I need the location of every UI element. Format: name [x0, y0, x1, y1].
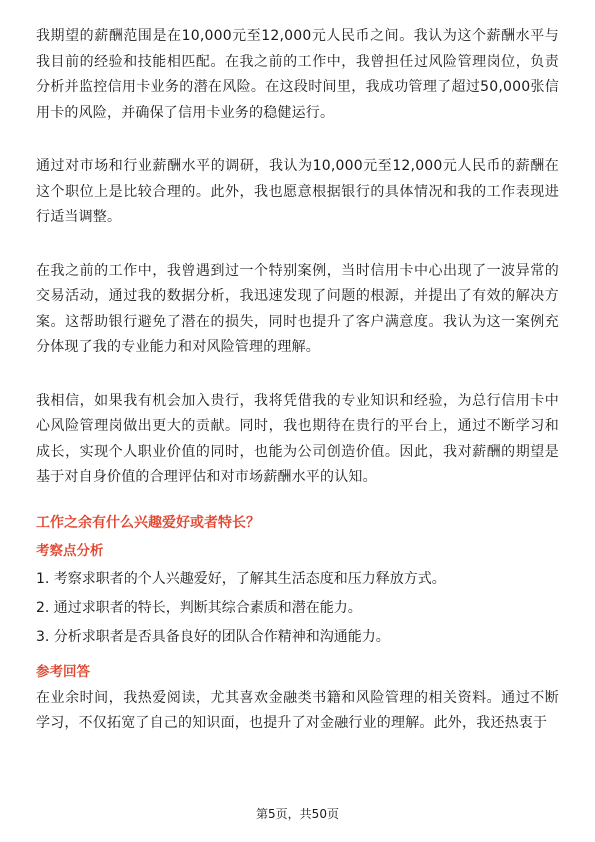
paragraph-special-case: 在我之前的工作中，我曾遇到过一个特别案例，当时信用卡中心出现了一波异常的交易活动，通过我的数据分析，我迅速发现了问题的根源，并提出了有效的解决方案。这帮助银行避免了潜在的损失，同时也提升了客户满意度。我认为这一案例充分体现了我的专业能力和对风险管理的理解。	[36, 262, 559, 355]
analysis-point: 2. 通过求职者的特长，判断其综合素质和潜在能力。	[36, 599, 362, 616]
analysis-point: 3. 分析求职者是否具备良好的团队合作精神和沟通能力。	[36, 628, 390, 645]
paragraph-gap	[36, 361, 559, 389]
analysis-point: 1. 考察求职者的个人兴趣爱好，了解其生活态度和压力释放方式。	[36, 570, 446, 587]
page-footer: 第5页，共50页	[256, 807, 339, 821]
analysis-point-list	[36, 567, 559, 650]
paragraph-gap	[36, 231, 559, 259]
paragraph-gap	[36, 126, 559, 154]
paragraph-market-research: 通过对市场和行业薪酬水平的调研，我认为10,000元至12,000元人民币的薪酬在这个职位上是比较合理的。此外，我也愿意根据银行的具体情况和我的工作表现进行适当调整。	[36, 158, 559, 225]
question-title: 工作之余有什么兴趣爱好或者特长？	[36, 514, 260, 531]
analysis-heading: 考察点分析	[36, 542, 104, 559]
document-page	[36, 24, 559, 737]
answer-text: 在业余时间，我热爱阅读，尤其喜欢金融类书籍和风险管理的相关资料。通过不断学习，不仅拓宽了自己的知识面，也提升了对金融行业的理解。此外，我还热衷于	[36, 689, 559, 731]
answer-heading: 参考回答	[36, 663, 90, 680]
paragraph-salary-expectation: 我期望的薪酬范围是在10,000元至12,000元人民币之间。我认为这个薪酬水平与我目前的经验和技能相匹配。在我之前的工作中，我曾担任过风险管理岗位，负责分析并监控信用卡业务的潜在风险。在这段时间里，我成功管理了超过50,000张信用卡的风险，并确保了信用卡业务的稳健运行。	[36, 28, 559, 121]
paragraph-conclusion: 我相信，如果我有机会加入贵行，我将凭借我的专业知识和经验，为总行信用卡中心风险管理岗做出更大的贡献。同时，我也期待在贵行的平台上，通过不断学习和成长，实现个人职业价值的同时，也能为公司创造价值。因此，我对薪酬的期望是基于对自身价值的合理评估和对市场薪酬水平的认知。	[36, 392, 559, 485]
